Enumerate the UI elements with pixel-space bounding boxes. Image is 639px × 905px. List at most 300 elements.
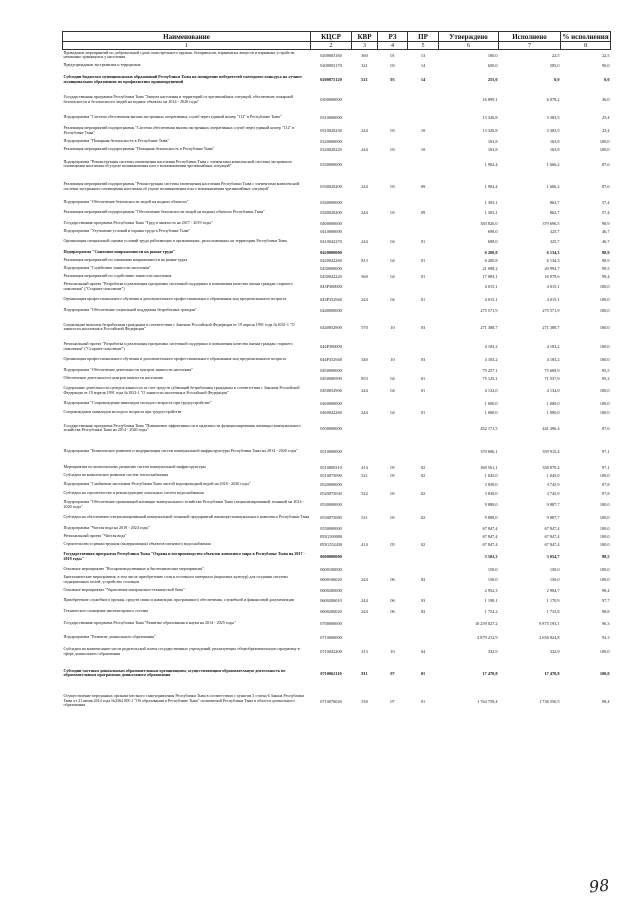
row-percent: 100,0 [599,410,610,416]
row-kvr [352,227,378,235]
budget-execution-sheet [62,31,610,716]
row-executed: 1 733,8 [546,608,560,614]
row-percent: 87,6 [601,161,610,167]
row-pr: 04 [420,649,426,655]
row-kcsr: 0550000000 [320,525,342,531]
row-percent: 98,5 [601,554,610,560]
row-approved: 1 198,1 [484,598,498,604]
row-percent: 97,1 [601,448,610,454]
row-approved: 383 826,0 [480,220,498,226]
row-percent: 98,8 [601,608,610,614]
row-rz: 07 [390,698,395,704]
row-kvr [352,137,378,145]
table-row [63,293,611,306]
row-kcsr: 0430000000 [320,265,342,271]
row-name: Организация профессионального обучения и дополнительного профессионального образования лиц предпенсионного возраста [63,356,287,362]
row-executed: 9 875 193,1 [539,620,560,626]
table-row [63,235,611,248]
row-approved: 4 015,1 [484,284,498,290]
row-percent: 100,0 [599,502,610,508]
row-percent: 100,0 [599,566,610,572]
table-row [63,615,611,631]
row-executed: 1 000,0 [546,410,560,416]
table-row [63,272,611,280]
row-pr: 03 [420,577,426,583]
row-pr [408,88,439,111]
row-executed: 275 571,9 [542,307,560,313]
table-row [63,153,611,175]
row-rz: 04 [390,273,395,279]
row-rz [378,548,408,565]
table-row [63,594,611,607]
row-kvr [352,417,378,439]
row-executed: 332,9 [549,649,560,655]
table-row [63,399,611,408]
row-name: Подпрограмма "Пожарная безопасность в Республике Тыва" [63,137,170,143]
row-rz: 04 [390,388,395,394]
row-percent: 98,9 [601,220,610,226]
table-row [63,227,611,235]
row-name: Реализация мероприятий подпрограммы "Обеспечение безопасности людей на водных объектах Республики Тыва" [63,209,265,215]
page-number: 98 [588,875,611,897]
row-name: Субсидии на строительство и реконструкцию локальных систем водоснабжения [63,490,204,496]
budget-table [62,31,611,716]
row-approved: 3 830,0 [484,482,498,488]
row-kcsr: 0400000000 [320,220,342,226]
row-percent: 100,0 [599,533,610,539]
row-kvr [352,153,378,175]
row-approved: 1 303,1 [484,210,498,216]
row-executed: 4 015,1 [546,284,560,290]
row-kvr [352,548,378,565]
row-pr: 01 [420,273,426,279]
row-pr: 02 [420,515,426,521]
row-rz [378,498,408,511]
row-kvr: 813 [361,257,368,263]
row-executed: 3 745,9 [546,482,560,488]
row-pr [408,586,439,594]
row-name: Подпрограмма "Содействие занятости населения" [63,264,151,270]
row-rz: 05 [390,473,395,479]
col-header-kvr: КВР [352,32,378,42]
row-name: Государственная программа Республики Тыва "Защита населения и территорий от чрезвычайных ситуаций, обеспечение пожарной безопасности и безопасности людей на водных объектах на 2014 - 2020 годы" [63,94,293,104]
row-executed: 16 979,6 [544,273,560,279]
row-kcsr: 055G500000 [319,533,343,539]
row-pr: 10 [420,146,426,152]
row-kvr [352,480,378,489]
row-approved: 370 606,1 [480,448,498,454]
row-pr: 14 [420,77,426,83]
row-executed: 20 994,7 [544,265,560,271]
row-kcsr: 0420000000 [320,249,342,255]
col-number: 5 [408,42,439,50]
row-executed: 1 170,9 [546,598,560,604]
row-name: Региональный проект "Разработка и реализация программы системной поддержки и повышения качества жизни граждан старшего поколения" ("Старшее поколение") [63,341,293,351]
row-executed: 9 887,7 [546,515,560,521]
row-kvr: 244 [361,608,368,614]
table-row [63,264,611,272]
table-row [63,340,611,353]
table-row [63,206,611,219]
row-approved: 9 888,0 [484,502,498,508]
row-percent: 100,0 [599,146,610,152]
row-name: Реализация мероприятий подпрограммы "Система обеспечения вызова экстренных оперативных служб через единый номер "112" в Республике Тыва" [63,125,295,135]
row-pr [408,227,439,235]
row-kvr: 244 [361,239,368,245]
row-kcsr: 0700000000 [320,620,342,626]
table-row [63,439,611,463]
row-kvr: 244 [361,388,368,394]
table-row [63,314,611,340]
row-percent: 99,5 [601,265,610,271]
row-executed: 4 183,2 [546,357,560,363]
row-executed: 4 132,0 [546,388,560,394]
row-kvr: 811 [361,670,368,676]
row-percent: 57,4 [601,199,610,205]
row-kvr: 853 [361,375,368,381]
table-row [63,565,611,573]
row-percent: 100,0 [599,401,610,407]
row-kvr: 521 [361,515,368,521]
row-kcsr: 0430042220 [320,273,342,279]
col-header-approved: Утверждено [439,32,499,42]
row-percent: 25,4 [601,115,610,121]
row-pr: 02 [420,491,426,497]
row-pr [408,524,439,532]
row-name: Подпрограмма "Чистая вода на 2019 - 2024 годы" [63,524,150,530]
row-rz: 10 [390,649,395,655]
row-approved: 698,0 [487,228,498,234]
table-row [63,382,611,399]
row-name: Реализация мероприятий подпрограммы "Пожарная безопасность в Республике Тыва" [63,145,215,151]
row-name: Подпрограмма "Обеспечение организаций жилищно-коммунального хозяйства Республики Тыва специализированной техникой на 2014 - 2020 годы" [63,499,304,509]
row-kvr [352,524,378,532]
row-name: Основное мероприятие "Воспроизводственные и биотехнические мероприятия" [63,565,204,571]
row-percent: 100,0 [599,357,610,363]
row-kvr [352,248,378,256]
row-approved: 67 847,4 [482,525,498,531]
row-rz: 03 [390,210,395,216]
row-percent: 100,0 [599,525,610,531]
row-executed: 358 870,4 [542,464,560,470]
row-approved: 150,0 [487,566,498,572]
row-kvr: 530 [361,698,368,704]
table-row [63,498,611,511]
row-kcsr: 0600206020 [320,608,342,614]
row-approved: 16 899,1 [482,97,498,103]
row-approved: 9 888,0 [484,515,498,521]
row-rz: 06 [390,608,395,614]
row-pr: 13 [420,52,426,58]
row-name: Подпрограмма "Реконструкция системы оповещения населения Республики Тыва с элементами комплексной системы экстренного оповещения населения об угрозе возникновения или о возникновении чрезвычайных ситуаций" [63,158,293,169]
row-kvr [352,219,378,227]
row-kcsr: 0600200000 [320,587,342,593]
row-rz: 06 [390,577,395,583]
row-approved: 452 171,5 [480,425,498,431]
row-rz [378,306,408,314]
table-row [63,366,611,374]
row-percent: 46,7 [601,228,610,234]
row-rz: 03 [390,184,395,190]
row-kcsr: 0510000000 [320,448,342,454]
col-number: 7 [499,42,561,50]
row-percent: 90,0 [601,63,610,69]
row-rz: 03 [390,63,395,69]
row-rz: 01 [390,52,395,58]
row-kcsr: 0510000310 [320,464,342,470]
row-kvr [352,399,378,408]
row-pr: 14 [420,63,426,69]
row-pr [408,248,439,256]
row-executed: 6 078,2 [546,97,560,103]
row-kvr: 244 [361,184,368,190]
row-name: Социальные выплаты безработным гражданам в соответствии с Законом Российской Федерации от 19 апреля 1991 года №1032-1 "О занятости населения в Российской Федерации" [63,321,295,332]
row-kvr: 570 [361,324,368,330]
row-kvr [352,532,378,540]
row-percent: 100,0 [599,284,610,290]
row-approved: 1 000,0 [484,410,498,416]
row-percent: 87,6 [601,184,610,190]
row-kcsr: 0410042270 [320,239,342,245]
row-approved: 4 183,2 [484,357,498,363]
row-name: Основное мероприятие "Укрепление материально-технической базы" [63,586,185,592]
row-executed: 379 696,5 [542,220,560,226]
row-executed: 3 745,9 [546,491,560,497]
row-percent: 100,0 [599,541,610,547]
row-kvr: 244 [361,577,368,583]
row-kcsr: 0340000000 [320,199,342,205]
row-rz: 05 [390,464,395,470]
row-kvr [352,306,378,314]
row-rz: 04 [390,410,395,416]
row-name: Подпрограмма "Улучшение условий и охраны труда в Республике Тыва" [63,227,191,233]
row-name: Организация специальной оценки условий труда работающих в организациях, расположенных на территории Республики Тыва [63,238,287,244]
row-kvr [352,198,378,206]
row-pr [408,631,439,643]
row-executed: 2 656 924,8 [539,634,560,640]
row-pr [408,439,439,463]
row-kcsr: 0300000000 [320,97,342,103]
row-name: Сопровождение инвалидов молодого возраста при трудоустройстве [63,409,182,415]
row-name: Подпрограмма "Система обеспечения вызова экстренных оперативных служб через единый номер "112" в Республике Тыва" [63,114,282,120]
row-kcsr: 0310000000 [320,115,342,121]
row-executed: 6 134,3 [546,249,560,255]
row-approved: 650,0 [487,63,498,69]
row-name: Субсидии на компенсацию части родительской платы государственных учреждений, реализующих общеобразовательную программу в сфере дошкольного образования [63,646,300,656]
row-kvr: 521 [361,473,368,479]
row-rz [378,439,408,463]
col-number: 3 [352,42,378,50]
row-pr: 03 [420,608,426,614]
table-row [63,60,611,71]
row-approved: 1 764 759,4 [477,698,498,704]
row-rz [378,532,408,540]
row-executed: 325,7 [549,239,560,245]
table-row [63,50,611,61]
row-approved: 67 847,4 [482,533,498,539]
row-rz: 10 [390,357,395,363]
row-approved: 2 879 212,9 [477,634,498,640]
row-approved: 67 847,4 [482,541,498,547]
row-rz [378,480,408,489]
row-name: Обеспечение деятельности центров занятости населения [63,374,163,380]
row-approved: 17 083,1 [482,273,498,279]
row-name: Реализация мероприятий по содействию занятости населения [63,272,172,278]
row-kvr [352,615,378,631]
row-pr: 03 [420,598,426,604]
row-executed: 6 134,3 [546,257,560,263]
row-executed: 2 904,7 [546,587,560,593]
row-kcsr: 0600000000 [320,554,342,560]
row-executed: 163,8 [549,146,560,152]
row-kvr: 521 [361,77,368,83]
row-kvr: 522 [361,491,368,497]
row-rz: 05 [390,515,395,521]
row-percent: 100,0 [599,307,610,313]
row-rz [378,153,408,175]
table-row [63,88,611,111]
col-number: 6 [439,42,499,50]
table-row [63,607,611,615]
row-name: Государственная программа Республики Тыва "Повышение эффективности и надежности функционирования жилищно-коммунального хозяйства Республики Тыва на 2014 - 2020 годы" [63,422,301,433]
row-kcsr: 0450052906 [320,388,342,394]
row-pr [408,399,439,408]
table-row [63,643,611,660]
row-kvr: 414 [361,541,368,547]
row-rz [378,227,408,235]
row-executed: 163,8 [549,138,560,144]
row-kcsr: 0710062110 [320,670,342,676]
row-rz [378,615,408,631]
row-pr: 03 [420,324,426,330]
row-executed: 150,0 [549,577,560,583]
row-kvr: 360 [361,52,368,58]
row-name: Подпрограмма "Комплексное развитие и модернизация систем коммунальной инфраструктуры Республики Тыва на 2014 - 2020 годы" [63,447,298,453]
row-percent: 100,0 [599,344,610,350]
row-kvr [352,366,378,374]
row-name: Субсидии частным дошкольным образовательным организациям, осуществляющим образовательную деятельность по образовательным программам дошкольного образования [63,667,286,678]
row-rz [378,586,408,594]
row-pr [408,306,439,314]
row-executed: 75 669,9 [544,367,560,373]
row-pr [408,137,439,145]
row-executed: 4 015,1 [546,297,560,303]
row-percent: 100,0 [599,670,610,676]
row-pr [408,565,439,573]
row-kcsr: 0450000590 [320,375,342,381]
row-name: Строительство и реконструкция (модернизация) объектов питьевого водоснабжения [63,540,211,546]
row-name: Государственная программа Республики Тыва "Развитие образования и науки на 2014 - 2025 годы" [63,619,236,625]
row-name: Субсидии на обеспечение специализированной коммунальной техникой предприятий жилищно-коммунального комплекса Республики Тыва [63,514,310,520]
row-pr: 02 [420,464,426,470]
row-approved: 332,9 [487,649,498,655]
row-percent: 97,8 [601,482,610,488]
row-kcsr: 0520000000 [320,482,342,488]
row-kcsr: 0500000000 [320,425,342,431]
row-rz [378,137,408,145]
row-approved: 271 388,7 [480,324,498,330]
row-rz [378,565,408,573]
row-name: Мероприятия по комплексному развитию систем коммунальной инфраструктуры [63,463,206,469]
row-kvr [352,498,378,511]
row-approved: 75 125,1 [482,375,498,381]
row-percent: 57,4 [601,210,610,216]
row-executed: 325,7 [549,228,560,234]
row-kcsr: 0200075120 [320,77,342,83]
table-row [63,417,611,439]
row-name: Подпрограмма "Снабжение населения Республики Тыва чистой водопроводной водой на 2018 - 2020 годы" [63,481,251,487]
row-percent: 25,4 [601,128,610,134]
row-executed: 585,0 [549,63,560,69]
row-kcsr: 0420042260 [320,257,342,263]
row-kvr: 313 [361,649,368,655]
row-name: Региональный проект "Разработка и реализация программы системной поддержки и повышения качества жизни граждан старшего поколения" ("Старшее поколение") [63,281,293,291]
row-percent: 96,3 [601,620,610,626]
row-executed: 67 847,4 [544,541,560,547]
row-approved: 13 326,8 [482,115,498,121]
row-rz [378,631,408,643]
row-executed: 1 045,0 [546,473,560,479]
table-row [63,524,611,532]
row-executed: 3 383,5 [546,128,560,134]
table-row [63,631,611,643]
row-approved: 17 470,8 [482,670,498,676]
row-executed: 441 396,4 [542,425,560,431]
row-approved: 1 754,2 [484,608,498,614]
row-executed: 150,0 [549,566,560,572]
col-header-executed: Исполнено [499,32,561,42]
row-rz [378,417,408,439]
row-kvr [352,88,378,111]
row-kvr: 244 [361,210,368,216]
row-percent: 100,0 [599,297,610,303]
row-executed: 3 383,5 [546,115,560,121]
row-percent: 97,8 [601,491,610,497]
row-name: Реализация мероприятий подпрограммы "Реконструкция системы оповещения населения Республики Тыва с элементами комплексной системы экстренного оповещения населения об угрозе возникновения или о возникновении чрезвычайных ситуаций" [63,181,300,191]
header-row [63,32,611,42]
row-kcsr: 0530000000 [320,502,342,508]
col-header-rz: РЗ [378,32,408,42]
row-approved: 3 102,3 [484,554,498,560]
table-row [63,353,611,366]
row-executed: 359 915,4 [542,448,560,454]
row-percent: 97,7 [601,598,610,604]
row-approved: 369 561,1 [480,464,498,470]
row-pr [408,340,439,353]
row-approved: 1 000,0 [484,401,498,407]
row-kvr: 244 [361,146,368,152]
row-name: Техническое оснащение инспекторского состава [63,607,149,613]
table-row [63,463,611,471]
row-executed: 67 847,4 [544,525,560,531]
row-percent: 22,5 [601,52,610,58]
row-name: Подпрограмма "Обеспечение социальной поддержки безработных граждан" [63,306,197,312]
row-kvr: 244 [361,598,368,604]
row-pr: 01 [420,670,426,676]
row-approved: 3 830,0 [484,491,498,497]
row-kcsr: 0460042260 [320,410,342,416]
table-row [63,660,611,686]
row-rz: 03 [390,128,395,134]
table-row [63,586,611,594]
row-pr [408,417,439,439]
table-row [63,137,611,145]
row-percent: 100,0 [599,138,610,144]
row-approved: 2 952,3 [484,587,498,593]
row-kcsr: 0440052900 [320,324,342,330]
row-rz [378,280,408,293]
row-approved: 163,8 [487,138,498,144]
